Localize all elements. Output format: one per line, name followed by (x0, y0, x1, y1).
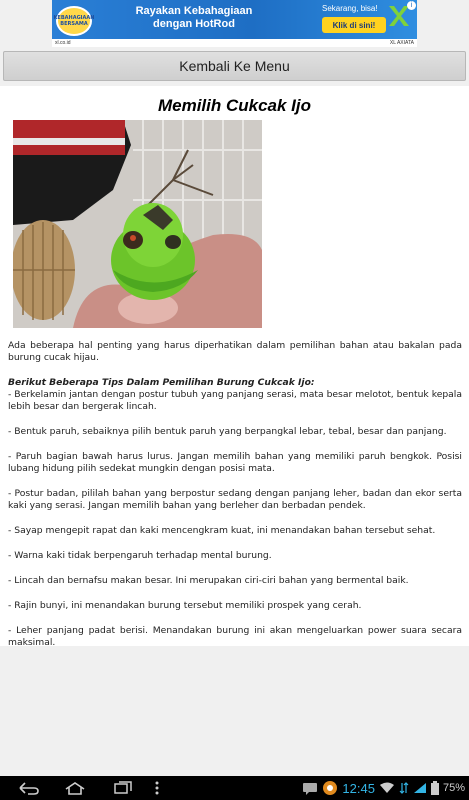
clock: 12:45 (342, 780, 375, 796)
ad-banner[interactable] (52, 0, 417, 47)
system-navigation-bar (0, 776, 469, 800)
battery-icon (431, 781, 439, 795)
tips-heading: Berikut Beberapa Tips Dalam Pemilihan Burung Cukcak Ijo: (8, 377, 315, 388)
app-notification-icon (322, 780, 338, 796)
wifi-icon (379, 782, 395, 794)
tip-item: - Leher panjang padat berisi. Menandakan burung ini akan mengeluarkan power suara secara maksimal. (8, 625, 462, 648)
tip-item: - Rajin bunyi, ini menandakan burung tersebut memiliki prospek yang cerah. (8, 600, 362, 611)
ad-footer (52, 39, 417, 47)
ad-area (0, 0, 469, 50)
back-to-menu-button[interactable]: Kembali Ke Menu (3, 51, 466, 81)
bird-photo-illustration (13, 120, 262, 328)
battery-percent: 75% (442, 782, 465, 794)
bird-photo (13, 120, 262, 328)
ad-footer-brand: XL AXIATA (389, 40, 414, 46)
signal-icon (413, 782, 427, 794)
data-transfer-icon (399, 782, 409, 794)
article-body (8, 340, 462, 662)
article-content (0, 86, 469, 646)
menu-dots-icon[interactable] (150, 776, 164, 800)
article-title: Memilih Cukcak Ijo (157, 96, 312, 115)
tip-item: - Paruh bagian bawah harus lurus. Jangan memilih bahan yang memiliki paruh bengkok. Posisi lubang hidung pilih sedekat mungkin dengan posisi mata. (8, 451, 462, 474)
ad-footer-url: xl.co.id (55, 40, 71, 46)
back-icon[interactable] (14, 776, 44, 800)
ad-logo: KEBAHAGIAAN BERSAMA (56, 6, 92, 36)
article-intro: Ada beberapa hal penting yang harus diperhatikan dalam pemilihan bahan atau bakalan pada burung cucak hijau. (8, 340, 462, 363)
notification-icon (302, 781, 318, 795)
status-area (302, 776, 465, 800)
tip-item: - Postur badan, pililah bahan yang berpostur sedang dengan panjang leher, badan dan ekor serta kaki yang serasi. Jangan memilih bahan yang berleher dan berbadan pendek. (8, 488, 462, 511)
tip-item: - Sayap mengepit rapat dan kaki mencengkram kuat, ini menandakan bahan tersebut sehat. (8, 525, 436, 536)
ad-headline: Rayakan Kebahagiaan dengan HotRod (135, 5, 253, 30)
ad-cta-button[interactable]: Klik di sini! (322, 17, 386, 33)
ad-cta-caption: Sekarang, bisa! (322, 4, 378, 13)
tip-item: - Warna kaki tidak berpengaruh terhadap mental burung. (8, 550, 272, 561)
tip-item: - Bentuk paruh, sebaiknya pilih bentuk paruh yang berpangkal lebar, tebal, besar dan panjang. (8, 426, 447, 437)
ad-info-icon[interactable]: i (407, 1, 416, 10)
recent-apps-icon[interactable] (108, 776, 138, 800)
tip-item: - Lincah dan bernafsu makan besar. Ini merupakan ciri-ciri bahan yang bermental baik. (8, 575, 409, 586)
home-icon[interactable] (60, 776, 90, 800)
tip-item: - Berkelamin jantan dengan postur tubuh yang panjang serasi, mata besar melotot, bentuk kepala lebih besar dan bergerak lincah. (8, 389, 462, 412)
